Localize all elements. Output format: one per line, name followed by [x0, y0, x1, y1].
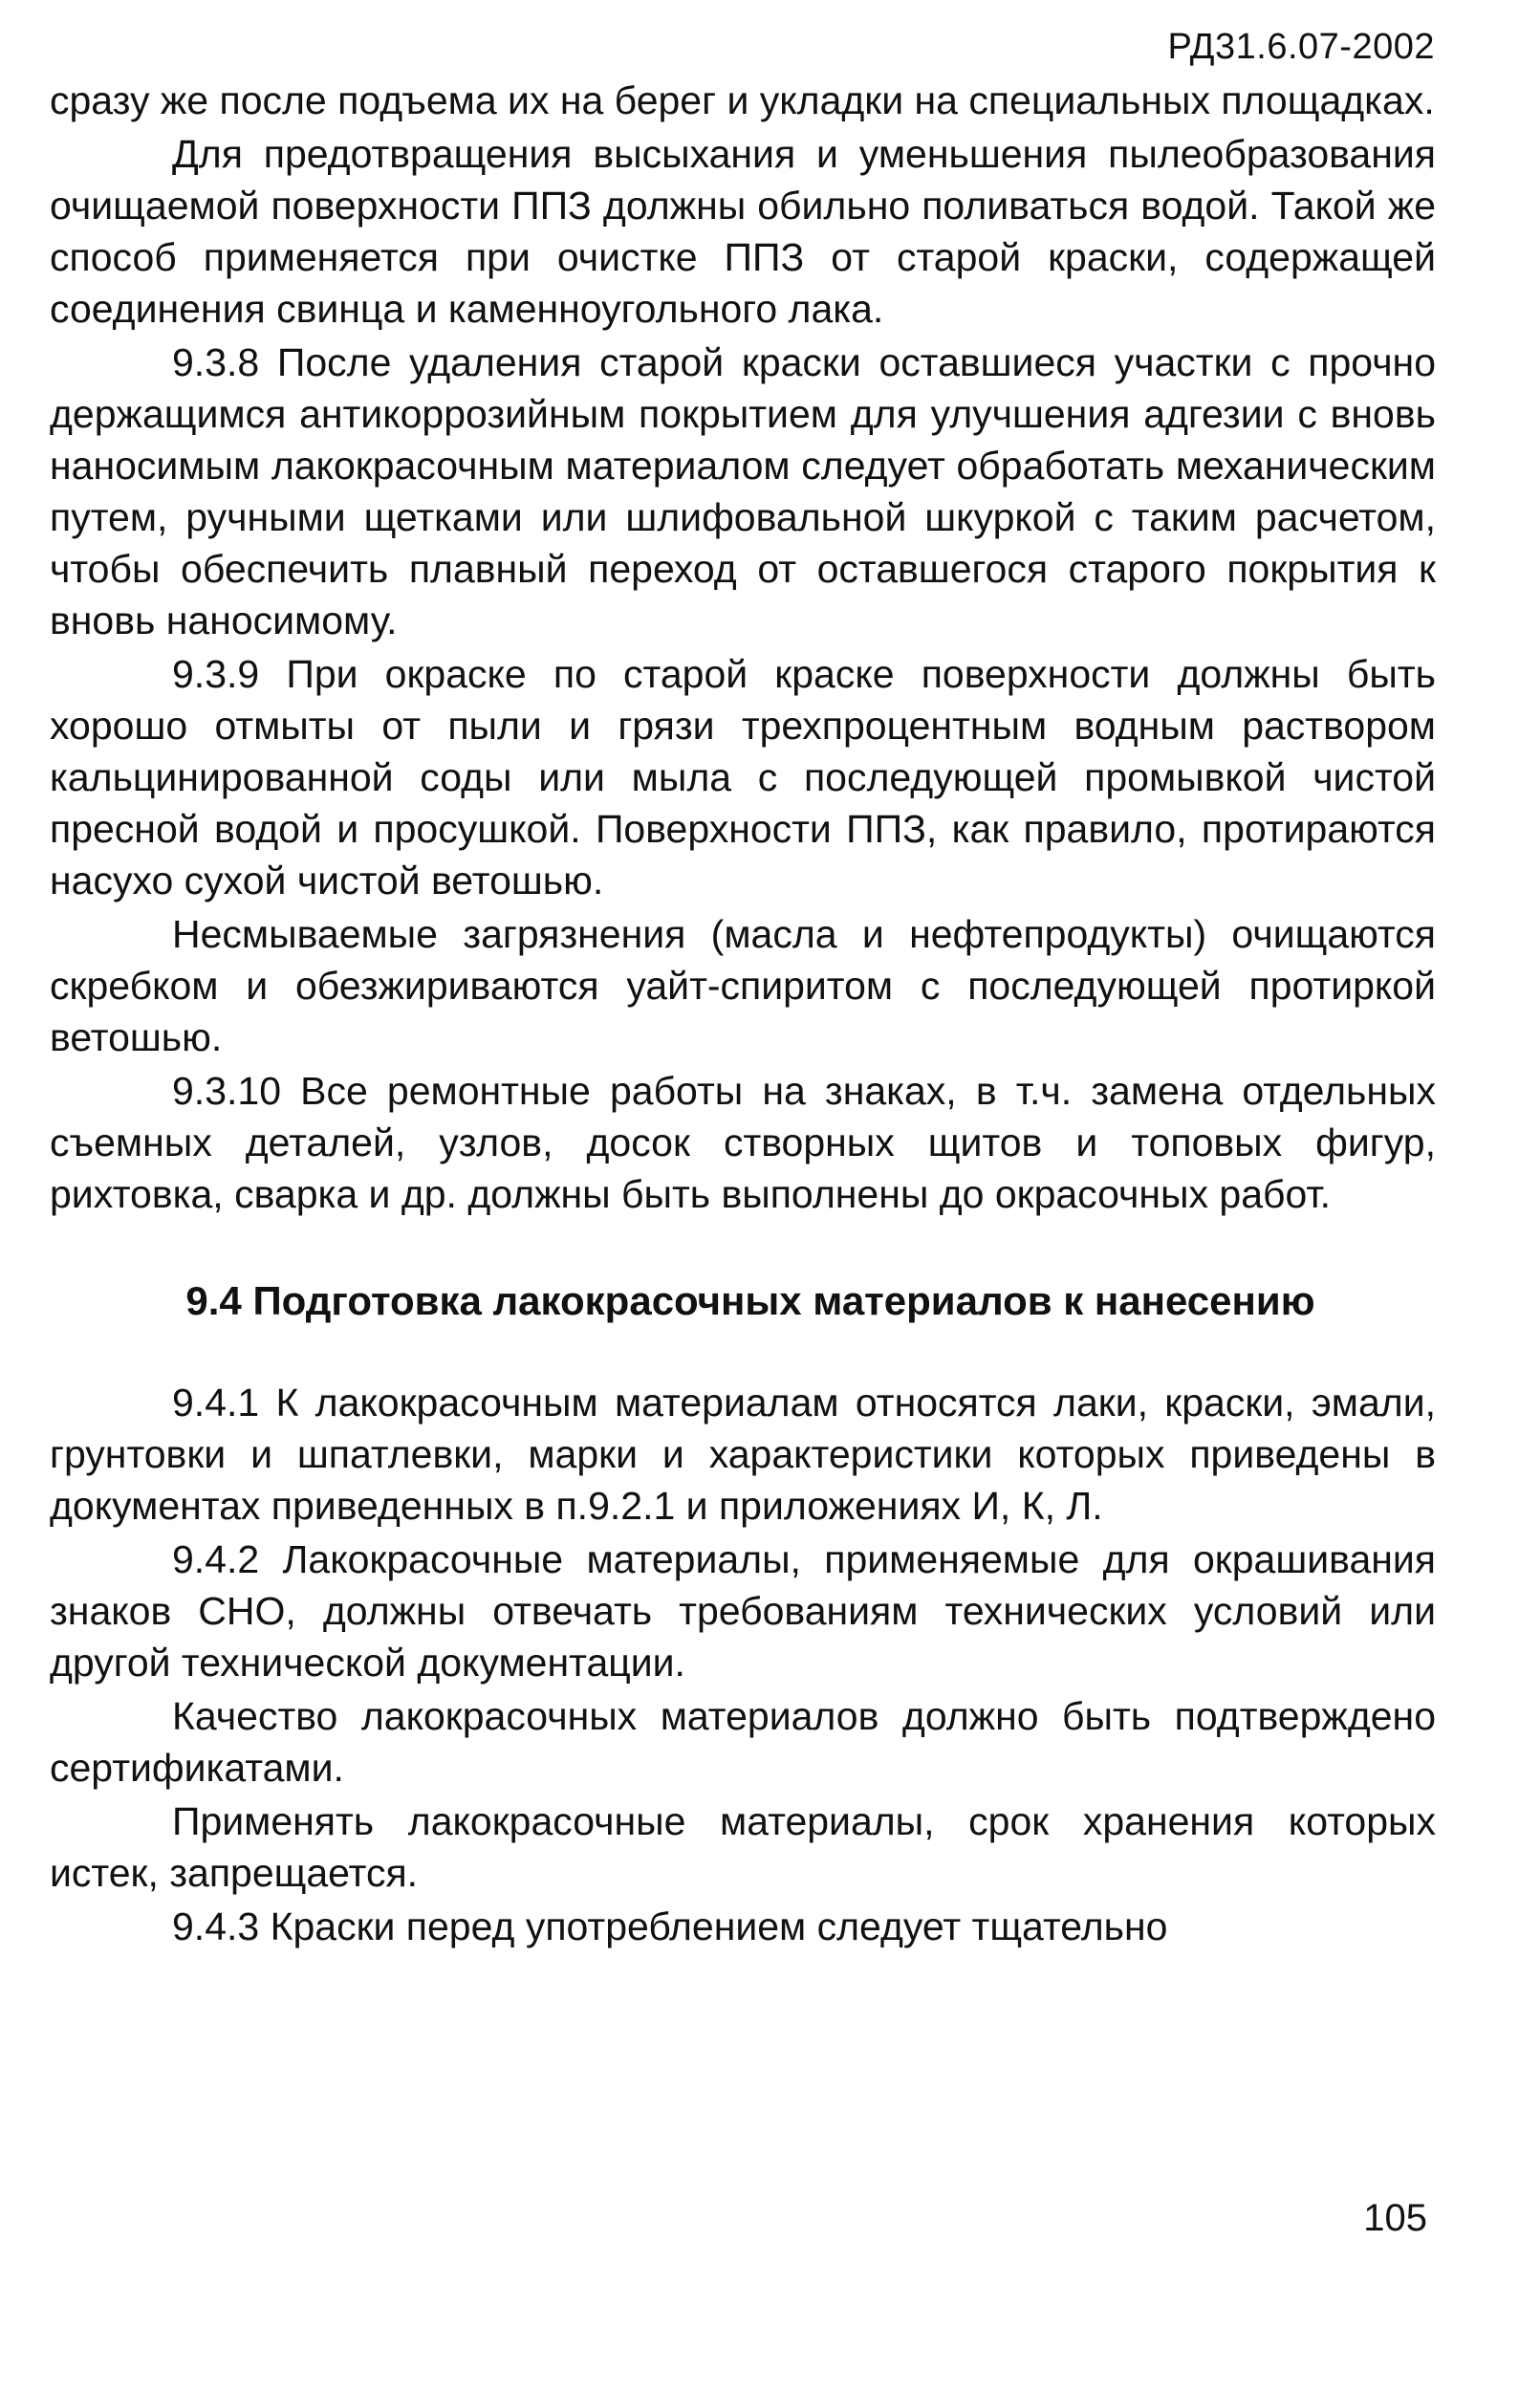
paragraph: 9.4.2 Лакокрасочные материалы, применяемые для окрашивания знаков СНО, должны отвечать требованиям технических условий или другой технической документации.: [50, 1537, 1436, 1685]
paragraph: Несмываемые загрязнения (масла и нефтепродукты) очищаются скребком и обезжириваются уайт-спиритом с последующей протиркой ветошью.: [50, 912, 1436, 1059]
paragraph: Применять лакокрасочные материалы, срок хранения которых истек, запрещается.: [50, 1799, 1436, 1895]
paragraph: 9.4.3 Краски перед употреблением следует тщательно: [172, 1904, 1168, 1948]
paragraph: Качество лакокрасочных материалов должно быть подтверждено сертификатами.: [50, 1694, 1436, 1790]
document-code: РД31.6.07-2002: [1167, 27, 1435, 67]
paragraph: 9.3.8 После удаления старой краски оставшиеся участки с прочно держащимся антикоррозийным покрытием для улучшения адгезии с вновь наносимым лакокрасочным материалом следует обработать механическим путем, ручными щетками или шлифовальной шкуркой с таким расчетом, чтобы обеспечить плавный переход от оставшегося старого покрытия к вновь наносимому.: [50, 340, 1436, 642]
section-heading: 9.4 Подготовка лакокрасочных материалов к нанесению: [185, 1278, 1315, 1323]
paragraph: 9.3.9 При окраске по старой краске поверхности должны быть хорошо отмыты от пыли и грязи трехпроцентным водным раствором кальцинированной соды или мыла с последующей промывкой чистой пресной водой и просушкой. Поверхности ППЗ, как правило, протираются насухо сухой чистой ветошью.: [50, 652, 1436, 903]
document-body: [50, 75, 1436, 1954]
paragraph: Для предотвращения высыхания и уменьшения пылеобразования очищаемой поверхности ППЗ должны обильно поливаться водой. Такой же способ применяется при очистке ППЗ от старой краски, содержащей соединения свинца и каменноугольного лака.: [50, 132, 1436, 331]
paragraph: 9.3.10 Все ремонтные работы на знаках, в т.ч. замена отдельных съемных деталей, узлов, досок створных щитов и топовых фигур, рихтовка, сварка и др. должны быть выполнены до окрасочных работ.: [50, 1069, 1436, 1216]
paragraph: сразу же после подъема их на берег и укладки на специальных площадках.: [50, 78, 1435, 122]
paragraph: 9.4.1 К лакокрасочным материалам относятся лаки, краски, эмали, грунтовки и шпатлевки, марки и характеристики которых приведены в документах приведенных в п.9.2.1 и приложениях И, К, Л.: [50, 1381, 1436, 1528]
page-number: 105: [1363, 2197, 1427, 2239]
